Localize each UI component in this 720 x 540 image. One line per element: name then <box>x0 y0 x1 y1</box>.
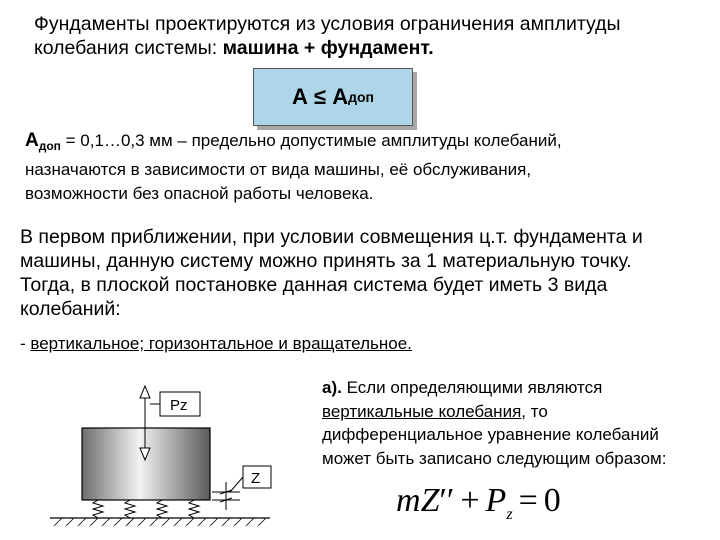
title-system-name: машина + фундамент. <box>222 37 434 59</box>
kinds-list: вертикальное; горизонтальное и вращательное. <box>30 334 412 353</box>
criterion-le-sign: ≤ <box>314 84 327 109</box>
para-line-3: Тогда, в плоской постановке данная система будет иметь 3 вида <box>20 274 608 296</box>
eq-m: m <box>396 482 421 519</box>
eq-p: P <box>485 482 507 519</box>
approximation-paragraph <box>20 225 710 321</box>
spring-3 <box>157 500 167 518</box>
criterion-a-allowed: A <box>332 84 349 109</box>
eq-z: Z <box>420 482 440 519</box>
para-line-2: машины, данную систему можно принять за 1 материальную точку. <box>20 250 632 272</box>
eq-equals: = <box>518 482 538 519</box>
case-a-line-1 <box>322 376 717 400</box>
spring-4 <box>189 500 199 518</box>
adop-line-1 <box>25 129 715 158</box>
load-arrow <box>140 386 150 460</box>
kinds-dash: - <box>20 334 31 353</box>
allowed-amplitude-definition <box>25 129 715 206</box>
foundation-block <box>82 428 210 500</box>
case-a-line-2-rest: , то <box>521 401 548 421</box>
case-a-line-3: дифференциальное уравнение колебаний <box>322 425 659 444</box>
differential-equation <box>396 482 561 524</box>
eq-p-sub: z <box>506 506 513 523</box>
case-a-label: а). <box>322 378 342 397</box>
eq-plus: + <box>460 482 480 519</box>
eq-primes: ′′ <box>439 482 455 519</box>
disp-label: Z <box>251 470 261 487</box>
case-a-line-4: может быть записано следующим образом: <box>322 448 667 468</box>
adop-sub: доп <box>38 139 61 153</box>
title-line-2 <box>34 36 714 60</box>
criterion-formula-box <box>253 68 413 126</box>
spring-1 <box>93 500 103 518</box>
adop-line-1-text: = 0,1…0,3 мм – предельно допустимые амплитуды колебаний, <box>60 131 562 150</box>
vibration-kinds <box>20 334 412 354</box>
disp-label-leader <box>230 477 243 492</box>
case-a-vertical-vibrations: вертикальные колебания <box>322 401 522 421</box>
para-line-4: колебаний: <box>20 298 121 320</box>
adop-symbol: A <box>25 130 39 151</box>
adop-line-2: назначаются в зависимости от вида машины, её обслуживания, <box>25 160 532 179</box>
case-a-line-1-text: Если определяющими являются <box>341 378 603 397</box>
eq-zero: 0 <box>543 482 561 519</box>
title-line-1: Фундаменты проектируются из условия ограничения амплитуды <box>34 13 621 35</box>
spring-2 <box>125 500 135 518</box>
case-a-text <box>322 376 717 470</box>
title-line-2-text: колебания системы: <box>34 37 223 59</box>
slide-title <box>34 12 714 60</box>
springs <box>93 500 199 518</box>
ground-hatching <box>54 518 266 526</box>
case-a-line-2 <box>322 400 717 424</box>
para-line-1: В первом приближении, при условии совмещения ц.т. фундамента и <box>20 226 643 248</box>
load-label: Pz <box>170 397 188 414</box>
criterion-sub: доп <box>348 89 374 105</box>
foundation-figure <box>40 378 285 528</box>
criterion-a: A <box>291 84 308 109</box>
displacement-indicator <box>212 482 240 510</box>
adop-line-3: возможности без опасной работы человека. <box>25 184 374 203</box>
